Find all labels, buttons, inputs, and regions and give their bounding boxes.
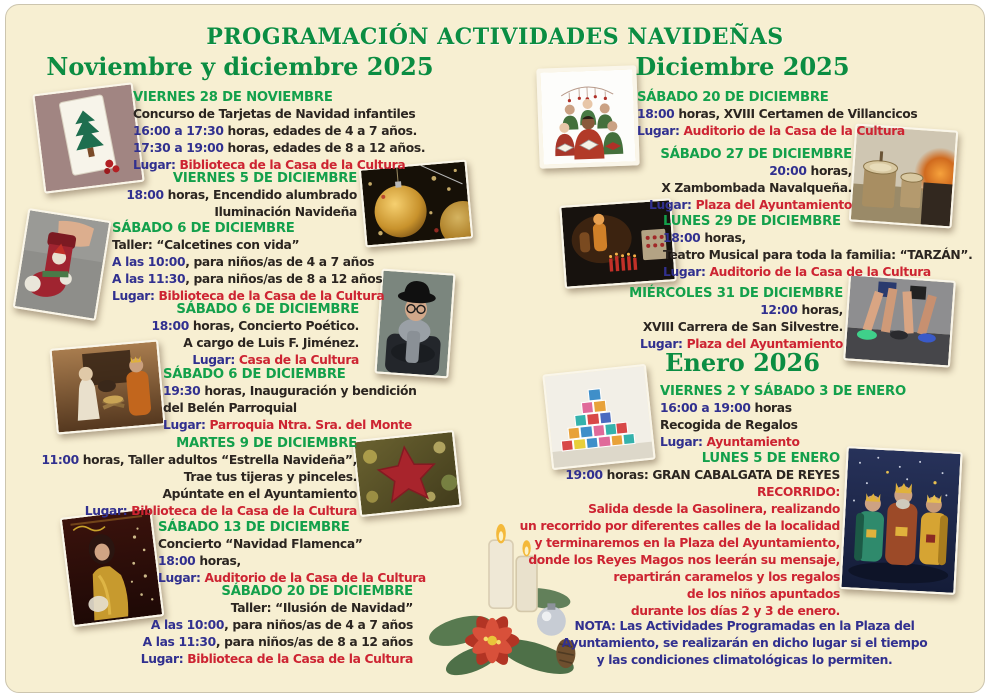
text-line (152, 318, 359, 335)
text-line (158, 536, 426, 553)
text-segment: repartirán caramelos y los regalos (613, 570, 840, 584)
text-line (112, 237, 384, 254)
text-segment: un recorrido por diferentes calles de la localidad (519, 519, 840, 533)
text-segment: horas (750, 401, 792, 415)
event-date: MARTES 9 DE DICIEMBRE (176, 436, 357, 451)
event-lines (112, 237, 384, 305)
event-lunes-29-diciembre (663, 213, 972, 281)
text-segment: Biblioteca de la Casa de la Cultura (187, 652, 413, 666)
text-line (41, 452, 357, 469)
text-segment: Auditorio de la Casa de la Cultura (204, 571, 426, 585)
text-segment: 18:00 (151, 319, 189, 333)
text-segment: Auditorio de la Casa de la Cultura (709, 265, 931, 279)
text-segment: Casa de la Cultura (238, 353, 359, 367)
event-sabado-27-diciembre (649, 146, 852, 214)
text-line (520, 552, 840, 569)
text-segment: Apúntate en el Ayuntamiento (162, 487, 357, 501)
text-line (520, 586, 840, 603)
text-segment: Salida desde la Gasolinera, realizando (588, 502, 840, 516)
event-date: SÁBADO 20 DE DICIEMBRE (637, 90, 829, 105)
text-line (158, 553, 426, 570)
text-segment: 12:00 (760, 303, 798, 317)
event-date: VIERNES 5 DE DICIEMBRE (172, 171, 357, 186)
text-segment: durante los días 2 y 3 de enero. (630, 604, 840, 618)
event-lines (629, 302, 843, 353)
event-date: VIERNES 28 DE NOVIEMBRE (133, 90, 333, 105)
text-segment: Plaza del Ayuntamiento (695, 198, 852, 212)
event-lunes-5-enero-cabalgata (520, 450, 840, 620)
poet-portrait-photo (374, 269, 455, 379)
text-segment: , para niños/as de 4 a 7 años (185, 255, 375, 269)
text-line (649, 197, 852, 214)
event-martes-9-diciembre (41, 435, 357, 520)
text-segment: Iluminación Navideña (214, 205, 357, 219)
text-segment: 20:00 (769, 164, 807, 178)
text-segment: Lugar: (649, 198, 696, 212)
stocking-photo (13, 208, 112, 321)
event-date: SÁBADO 6 DE DICIEMBRE (112, 221, 295, 236)
event-date: LUNES 5 DE ENERO (701, 451, 840, 466)
text-segment: A las 11:30 (112, 272, 186, 286)
text-line (520, 484, 840, 501)
text-segment: Lugar: (660, 435, 707, 449)
text-line (41, 486, 357, 503)
text-line (126, 204, 357, 221)
text-segment: Taller: “Ilusión de Navidad” (230, 601, 413, 615)
text-segment: Lugar: (637, 124, 684, 138)
text-line (663, 247, 972, 264)
event-lines (152, 318, 359, 369)
text-segment: 11:00 (41, 453, 79, 467)
text-line (660, 400, 906, 417)
event-date: VIERNES 2 Y SÁBADO 3 DE ENERO (660, 384, 906, 399)
text-segment: Trae tus tijeras y pinceles. (183, 470, 357, 484)
text-segment: A las 11:30 (142, 635, 216, 649)
text-line (141, 617, 413, 634)
text-line (649, 163, 852, 180)
text-segment: 18:00 (158, 554, 196, 568)
heading-diciembre: Diciembre 2025 (635, 52, 850, 81)
text-line (552, 652, 937, 669)
text-line (520, 501, 840, 518)
text-segment: Lugar: (163, 418, 210, 432)
heading-enero: Enero 2026 (665, 348, 820, 377)
text-segment: 16:00 a 17:30 (133, 124, 224, 138)
text-segment: 18:00 (637, 107, 675, 121)
text-segment: Lugar: (663, 265, 710, 279)
text-segment: horas: GRAN CABALGATA DE REYES (602, 468, 840, 482)
text-segment: A las 10:00 (150, 618, 225, 632)
event-date: SÁBADO 20 DE DICIEMBRE (221, 584, 413, 599)
text-segment: Concierto “Navidad Flamenca” (158, 537, 363, 551)
text-segment: Plaza del Ayuntamiento (686, 337, 843, 351)
text-line (552, 618, 937, 635)
text-segment: Lugar: (640, 337, 687, 351)
text-segment: Recogida de Regalos (660, 418, 798, 432)
text-line (112, 271, 384, 288)
text-segment: horas, (700, 231, 746, 245)
text-segment: Ayuntamiento (706, 435, 800, 449)
text-segment: , para niños/as de 8 a 12 años (215, 635, 413, 649)
text-line (520, 535, 840, 552)
text-segment: 18:00 (126, 188, 164, 202)
text-segment: , para niños/as de 4 a 7 años (224, 618, 413, 632)
text-line (133, 123, 425, 140)
text-segment: 19:00 (565, 468, 603, 482)
text-line (552, 635, 937, 652)
red-star-photo (352, 430, 461, 517)
text-segment: Lugar: (192, 353, 239, 367)
text-line (133, 140, 425, 157)
event-date: MIÉRCOLES 31 DE DICIEMBRE (629, 286, 843, 301)
event-date: SÁBADO 6 DE DICIEMBRE (163, 367, 346, 382)
text-segment: XVIII Carrera de San Silvestre. (642, 320, 843, 334)
text-segment: horas, Encendido alumbrado (163, 188, 357, 202)
heading-noviembre-diciembre: Noviembre y diciembre 2025 (46, 52, 434, 81)
page-title: PROGRAMACIÓN ACTIVIDADES NAVIDEÑAS (206, 24, 784, 50)
three-kings-illustration (839, 446, 962, 595)
text-line (660, 417, 906, 434)
event-sabado-6-diciembre-belen (163, 366, 417, 434)
event-sabado-20-diciembre-taller (141, 583, 413, 668)
text-segment: Lugar: (112, 289, 159, 303)
text-segment: Biblioteca de la Casa de la Cultura (179, 158, 406, 172)
text-segment: Teatro Musical para toda la familia: “TARZÁN”. (663, 248, 973, 262)
event-lines (141, 600, 413, 668)
event-sabado-6-diciembre-concierto (152, 301, 359, 369)
event-lines (158, 536, 426, 587)
text-segment: Lugar: (158, 571, 205, 585)
text-line (112, 254, 384, 271)
event-lines (126, 187, 357, 221)
text-segment: 19:30 (163, 384, 201, 398)
text-line (660, 434, 906, 451)
text-line (41, 469, 357, 486)
event-lines (133, 106, 425, 174)
text-segment: , para niños/as de 8 a 12 años (185, 272, 383, 286)
text-segment: Taller: “Calcetines con vida” (112, 238, 300, 252)
event-date: SÁBADO 27 DE DICIEMBRE (660, 147, 852, 162)
text-segment: Biblioteca de la Casa de la Cultura (158, 289, 385, 303)
text-segment: 17:30 a 19:00 (133, 141, 224, 155)
text-line (629, 336, 843, 353)
text-segment: horas, Inauguración y bendición (200, 384, 417, 398)
text-segment: del Belén Parroquial (163, 401, 297, 415)
text-line (126, 187, 357, 204)
text-segment: NOTA: Las Actividades Programadas en la Plaza del (574, 619, 915, 633)
event-date: SÁBADO 13 DE DICIEMBRE (158, 520, 350, 535)
event-lines (41, 452, 357, 520)
text-segment: horas, Taller adultos “Estrella Navideña”, (78, 453, 357, 467)
text-segment: horas, edades de 4 a 7 años. (223, 124, 417, 138)
event-lines (660, 400, 906, 451)
text-line (637, 106, 917, 123)
text-segment: y terminaremos en la Plaza del Ayuntamiento, (534, 536, 840, 550)
text-segment: Parroquia Ntra. Sra. del Monte (209, 418, 412, 432)
text-segment: horas, edades de 8 a 12 años. (223, 141, 426, 155)
text-segment: 16:00 a 19:00 (660, 401, 751, 415)
text-segment: horas, (797, 303, 843, 317)
text-line (133, 106, 425, 123)
text-line (629, 319, 843, 336)
event-lines (520, 467, 840, 620)
text-line (663, 230, 972, 247)
text-line (649, 180, 852, 197)
text-segment: X Zambombada Navalqueña. (661, 181, 852, 195)
event-viernes-2-sabado-3-enero (660, 383, 906, 451)
text-segment: horas, (195, 554, 241, 568)
text-segment: horas, Concierto Poético. (188, 319, 359, 333)
event-date: LUNES 29 DE DICIEMBRE (663, 214, 841, 229)
text-segment: de los niños apuntados (686, 587, 840, 601)
text-segment: RECORRIDO: (757, 485, 840, 499)
text-segment: Biblioteca de la Casa de la Cultura (131, 504, 357, 518)
nativity-photo (49, 339, 165, 434)
text-line (141, 634, 413, 651)
text-line (163, 417, 417, 434)
event-lines (637, 106, 917, 140)
text-line (663, 264, 972, 281)
text-segment: horas, (806, 164, 852, 178)
text-line (520, 518, 840, 535)
text-segment: Auditorio de la Casa de la Cultura (683, 124, 905, 138)
weather-note (552, 618, 937, 669)
event-viernes-5-diciembre (126, 170, 357, 221)
text-segment: Lugar: (84, 504, 132, 518)
text-line (520, 467, 840, 484)
text-segment: horas, XVIII Certamen de Villancicos (674, 107, 918, 121)
text-segment: Ayuntamiento, se realizarán en dicho lugar si el tiempo (561, 636, 928, 650)
text-line (152, 335, 359, 352)
text-segment: Lugar: (140, 652, 188, 666)
text-line (41, 503, 357, 520)
text-segment: Lugar: (133, 158, 180, 172)
event-lines (663, 230, 972, 281)
event-sabado-6-diciembre-taller (112, 220, 384, 305)
event-viernes-28-noviembre (133, 89, 425, 174)
event-lines (163, 383, 417, 434)
text-line (637, 123, 917, 140)
text-line (141, 600, 413, 617)
event-sabado-13-diciembre (158, 519, 426, 587)
event-sabado-20-diciembre-villancicos (637, 89, 917, 140)
text-line (629, 302, 843, 319)
text-segment: A las 10:00 (112, 255, 186, 269)
text-segment: Concurso de Tarjetas de Navidad infantiles (133, 107, 416, 121)
text-segment: 18:00 (663, 231, 701, 245)
event-miercoles-31-diciembre (629, 285, 843, 353)
text-line (141, 651, 413, 668)
event-date: SÁBADO 6 DE DICIEMBRE (176, 302, 359, 317)
event-lines (649, 163, 852, 214)
text-segment: y las condiciones climatológicas lo permiten. (596, 653, 893, 667)
text-line (520, 569, 840, 586)
text-segment: donde los Reyes Magos nos leerán su mensaje, (528, 553, 840, 567)
text-segment: A cargo de Luis F. Jiménez. (183, 336, 359, 350)
text-line (163, 383, 417, 400)
text-line (163, 400, 417, 417)
